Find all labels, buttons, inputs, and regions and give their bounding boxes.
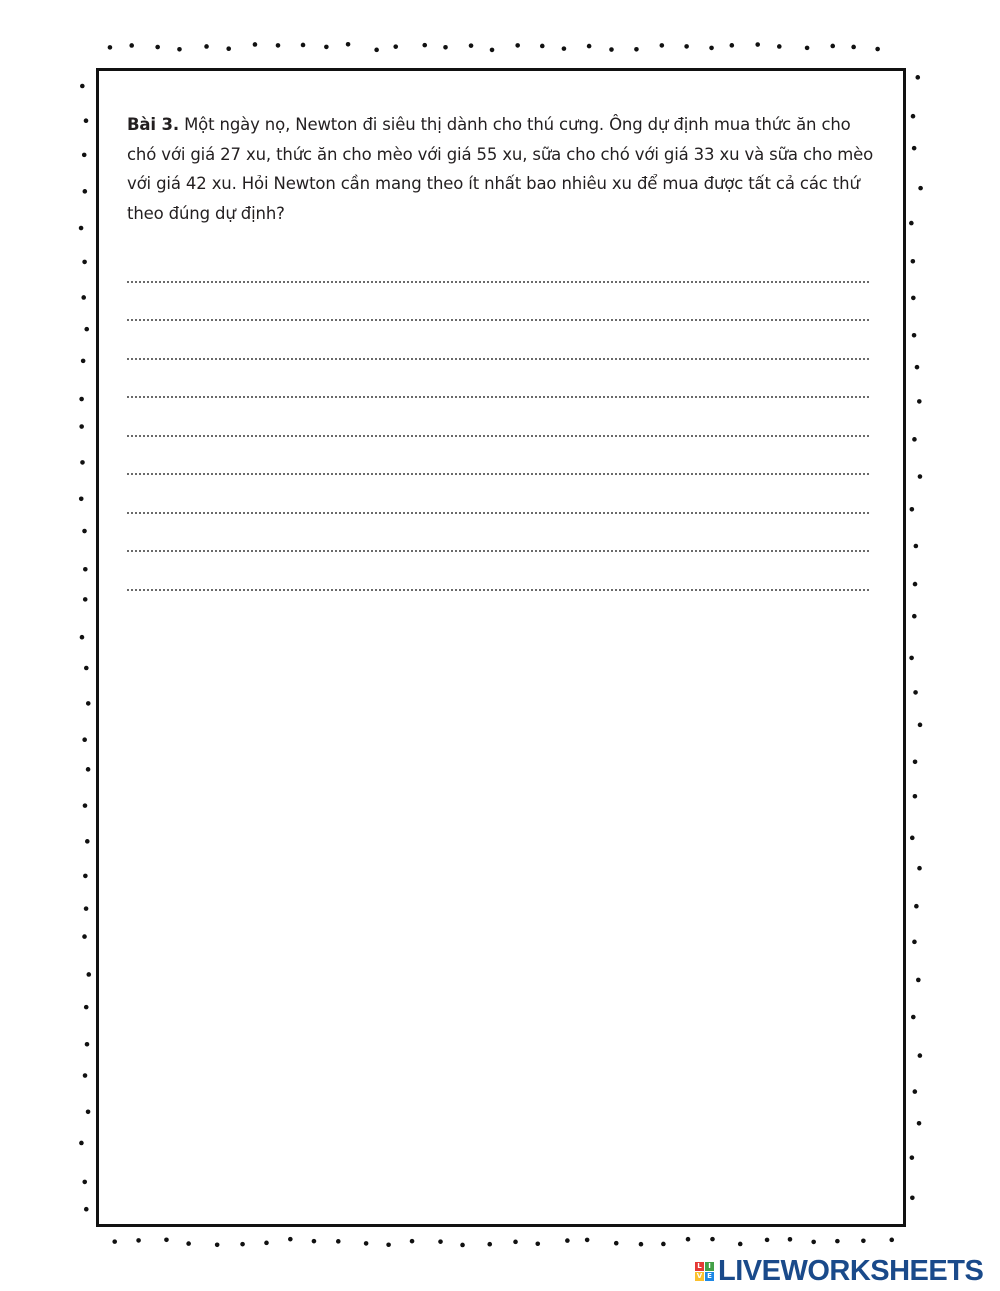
question-label: Bài 3. — [127, 115, 179, 134]
border-dot — [155, 45, 160, 50]
answer-line[interactable] — [127, 475, 869, 514]
border-dot — [469, 43, 474, 48]
border-dot — [911, 1015, 916, 1020]
border-dot — [805, 46, 810, 51]
border-dot — [540, 44, 545, 49]
border-dot — [86, 767, 91, 772]
border-dot — [661, 1242, 666, 1247]
answer-line[interactable] — [127, 437, 869, 476]
border-dot — [226, 46, 231, 51]
border-dot — [535, 1241, 540, 1246]
border-dot — [911, 296, 916, 301]
border-dot — [288, 1237, 293, 1242]
border-dot — [710, 1237, 715, 1242]
answer-line[interactable] — [127, 398, 869, 437]
border-dot — [912, 614, 917, 619]
border-dot — [686, 1237, 691, 1242]
border-dot — [875, 47, 880, 52]
border-dot — [587, 44, 592, 49]
border-dot — [215, 1243, 220, 1248]
border-dot — [82, 934, 87, 939]
border-dot — [912, 437, 917, 442]
border-dot — [112, 1239, 117, 1244]
border-dot — [513, 1240, 518, 1245]
border-dot — [164, 1237, 169, 1242]
liveworksheets-logo — [695, 1255, 983, 1287]
border-dot — [755, 42, 760, 47]
liveworksheets-icon — [695, 1262, 714, 1281]
border-dot — [86, 1109, 91, 1114]
border-dot — [84, 327, 89, 332]
question-block — [127, 110, 879, 228]
border-dot — [911, 259, 916, 264]
border-dot — [730, 43, 735, 48]
answer-line[interactable] — [127, 360, 869, 399]
border-dot — [79, 226, 84, 231]
border-dot — [422, 43, 427, 48]
border-dot — [910, 1195, 915, 1200]
border-dot — [83, 1073, 88, 1078]
border-dot — [910, 507, 915, 512]
border-dot — [82, 529, 87, 534]
worksheet-frame — [96, 68, 906, 1227]
border-dot — [253, 42, 258, 47]
border-dot — [565, 1238, 570, 1243]
border-dot — [136, 1238, 141, 1243]
border-dot — [82, 737, 87, 742]
liveworksheets-brand-text: LIVEWORKSHEETS — [718, 1254, 984, 1287]
border-dot — [835, 1239, 840, 1244]
border-dot — [777, 44, 782, 49]
border-dot — [79, 497, 84, 502]
border-dot — [83, 803, 88, 808]
logo-icon-square: V — [696, 1271, 703, 1280]
border-dot — [788, 1237, 793, 1242]
border-dot — [917, 1121, 922, 1126]
border-dot — [82, 1180, 87, 1185]
border-dot — [889, 1238, 894, 1243]
border-dot — [684, 44, 689, 49]
border-dot — [660, 43, 665, 48]
border-dot — [913, 759, 918, 764]
border-dot — [634, 47, 639, 52]
border-dot — [80, 84, 85, 89]
border-dot — [918, 723, 923, 728]
border-dot — [910, 836, 915, 841]
border-dot — [765, 1238, 770, 1243]
border-dot — [912, 333, 917, 338]
border-dot — [336, 1239, 341, 1244]
border-dot — [738, 1242, 743, 1247]
border-dot — [913, 794, 918, 799]
border-dot — [240, 1242, 245, 1247]
border-dot — [374, 48, 379, 53]
border-dot — [910, 1155, 915, 1160]
border-dot — [490, 48, 495, 53]
border-dot — [515, 43, 520, 48]
border-dot — [82, 153, 87, 158]
answer-line[interactable] — [127, 321, 869, 360]
border-dot — [913, 690, 918, 695]
border-dot — [186, 1241, 191, 1246]
border-dot — [914, 904, 919, 909]
answer-line[interactable] — [127, 514, 869, 553]
border-dot — [85, 1042, 90, 1047]
border-dot — [639, 1242, 644, 1247]
border-dot — [324, 45, 329, 50]
border-dot — [915, 365, 920, 370]
border-dot — [585, 1238, 590, 1243]
border-dot — [82, 260, 87, 265]
border-dot — [84, 906, 89, 911]
border-dot — [79, 424, 84, 429]
border-dot — [918, 474, 923, 479]
answer-lines[interactable] — [127, 244, 869, 591]
border-dot — [86, 701, 91, 706]
question-text: Một ngày nọ, Newton đi siêu thị dành cho thú cưng. Ông dự định mua thức ăn cho chó với giá 27 xu, thức ăn cho mèo với giá 55 xu, sữa cho chó với giá 33 xu và sữa cho mèo với giá 42 xu. Hỏi Newton cần mang theo ít nhất bao nhiêu xu để mua được tất cả các thứ theo đúng dự định? — [127, 115, 874, 223]
border-dot — [83, 567, 88, 572]
border-dot — [79, 397, 84, 402]
border-dot — [276, 43, 281, 48]
border-dot — [386, 1242, 391, 1247]
answer-line[interactable] — [127, 244, 869, 283]
border-dot — [83, 874, 88, 879]
answer-line[interactable] — [127, 552, 869, 591]
border-dot — [84, 118, 89, 123]
border-dot — [393, 44, 398, 49]
border-dot — [84, 1207, 89, 1212]
logo-icon-square: I — [705, 1262, 714, 1271]
border-dot — [312, 1239, 317, 1244]
border-dot — [851, 45, 856, 50]
border-dot — [84, 666, 89, 671]
border-dot — [264, 1241, 269, 1246]
border-dot — [609, 47, 614, 52]
border-dot — [487, 1242, 492, 1247]
border-dot — [364, 1241, 369, 1246]
border-dot — [177, 47, 182, 52]
border-dot — [917, 399, 922, 404]
border-dot — [84, 1005, 89, 1010]
border-dot — [811, 1240, 816, 1245]
border-dot — [410, 1239, 415, 1244]
border-dot — [709, 46, 714, 51]
border-dot — [913, 582, 918, 587]
border-dot — [912, 940, 917, 945]
border-dot — [913, 1089, 918, 1094]
border-dot — [909, 221, 914, 226]
border-dot — [80, 635, 85, 640]
border-dot — [914, 544, 919, 549]
border-dot — [81, 295, 86, 300]
border-dot — [918, 1053, 923, 1058]
logo-icon-square: E — [705, 1272, 714, 1281]
border-dot — [915, 75, 920, 80]
border-dot — [861, 1238, 866, 1243]
border-dot — [83, 189, 88, 194]
border-dot — [301, 43, 306, 48]
border-dot — [917, 866, 922, 871]
border-dot — [614, 1241, 619, 1246]
border-dot — [438, 1239, 443, 1244]
border-dot — [909, 656, 914, 661]
border-dot — [912, 146, 917, 151]
border-dot — [830, 44, 835, 49]
border-dot — [83, 597, 88, 602]
border-dot — [460, 1243, 465, 1248]
border-dot — [204, 44, 209, 49]
logo-icon-square: L — [695, 1262, 704, 1271]
border-dot — [346, 42, 351, 47]
border-dot — [85, 839, 90, 844]
border-dot — [108, 45, 113, 50]
border-dot — [86, 972, 91, 977]
border-dot — [81, 359, 86, 364]
border-dot — [562, 46, 567, 51]
border-dot — [443, 45, 448, 50]
border-dot — [129, 43, 134, 48]
answer-line[interactable] — [127, 283, 869, 322]
border-dot — [80, 460, 85, 465]
border-dot — [918, 186, 923, 191]
border-dot — [911, 114, 916, 119]
border-dot — [916, 978, 921, 983]
border-dot — [79, 1141, 84, 1146]
